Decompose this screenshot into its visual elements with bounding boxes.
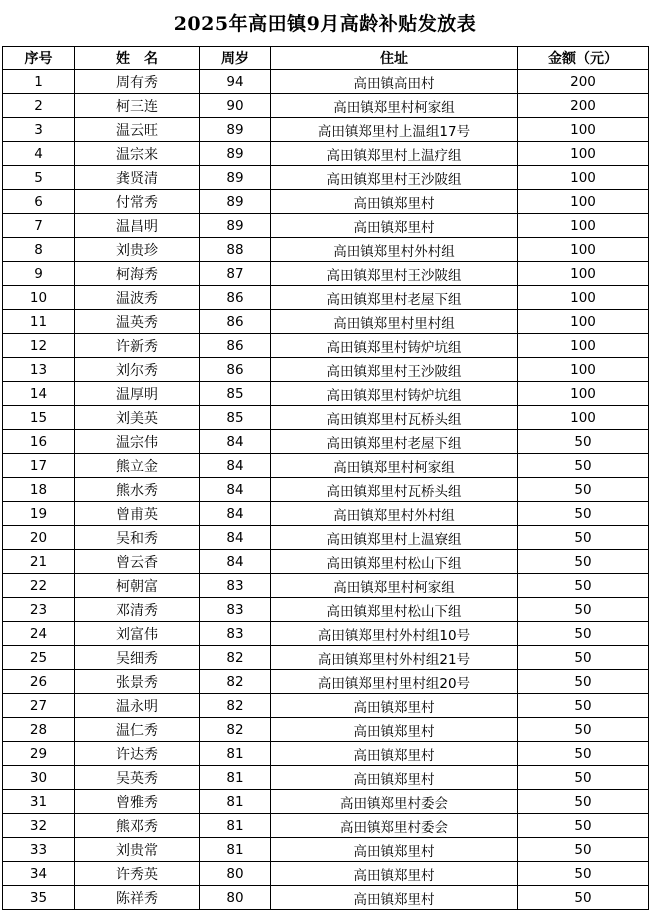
cell-address: 高田镇郑里村铸炉坑组 (271, 334, 518, 358)
cell-index: 19 (3, 502, 75, 526)
cell-index: 24 (3, 622, 75, 646)
cell-age: 81 (200, 838, 271, 862)
cell-age: 89 (200, 166, 271, 190)
cell-amount: 50 (518, 454, 649, 478)
column-header-amount: 金额（元） (518, 47, 649, 70)
table-row (3, 646, 649, 670)
cell-name: 周有秀 (75, 70, 200, 94)
table-row (3, 838, 649, 862)
cell-amount: 50 (518, 502, 649, 526)
table-row (3, 886, 649, 910)
cell-name: 温仁秀 (75, 718, 200, 742)
cell-index: 26 (3, 670, 75, 694)
cell-name: 温永明 (75, 694, 200, 718)
cell-address: 高田镇郑里村 (271, 838, 518, 862)
cell-age: 89 (200, 118, 271, 142)
cell-index: 29 (3, 742, 75, 766)
cell-name: 陈祥秀 (75, 886, 200, 910)
cell-address: 高田镇郑里村里村组 (271, 310, 518, 334)
cell-name: 熊水秀 (75, 478, 200, 502)
cell-amount: 100 (518, 286, 649, 310)
cell-age: 81 (200, 814, 271, 838)
cell-age: 89 (200, 190, 271, 214)
cell-age: 87 (200, 262, 271, 286)
cell-index: 3 (3, 118, 75, 142)
cell-name: 吴英秀 (75, 766, 200, 790)
cell-age: 84 (200, 526, 271, 550)
table-row (3, 814, 649, 838)
table-row (3, 94, 649, 118)
column-header-age: 周岁 (200, 47, 271, 70)
cell-amount: 50 (518, 886, 649, 910)
cell-amount: 50 (518, 694, 649, 718)
cell-index: 25 (3, 646, 75, 670)
cell-age: 94 (200, 70, 271, 94)
cell-name: 柯朝富 (75, 574, 200, 598)
cell-name: 曾云香 (75, 550, 200, 574)
table-row (3, 118, 649, 142)
cell-amount: 100 (518, 358, 649, 382)
cell-name: 温昌明 (75, 214, 200, 238)
table-row (3, 358, 649, 382)
cell-name: 温波秀 (75, 286, 200, 310)
cell-amount: 50 (518, 478, 649, 502)
cell-address: 高田镇郑里村铸炉坑组 (271, 382, 518, 406)
cell-name: 温云旺 (75, 118, 200, 142)
cell-amount: 100 (518, 334, 649, 358)
table-row (3, 526, 649, 550)
table-row (3, 742, 649, 766)
cell-name: 许新秀 (75, 334, 200, 358)
cell-amount: 50 (518, 838, 649, 862)
cell-amount: 100 (518, 238, 649, 262)
table-row (3, 190, 649, 214)
cell-name: 吴和秀 (75, 526, 200, 550)
cell-amount: 100 (518, 310, 649, 334)
table-row (3, 862, 649, 886)
cell-index: 4 (3, 142, 75, 166)
cell-amount: 50 (518, 550, 649, 574)
cell-age: 85 (200, 406, 271, 430)
cell-name: 龚贤清 (75, 166, 200, 190)
table-body (3, 70, 649, 910)
cell-name: 刘美英 (75, 406, 200, 430)
cell-age: 88 (200, 238, 271, 262)
cell-address: 高田镇郑里村 (271, 742, 518, 766)
cell-amount: 100 (518, 382, 649, 406)
cell-age: 82 (200, 670, 271, 694)
table-row (3, 238, 649, 262)
cell-amount: 200 (518, 94, 649, 118)
table-row (3, 214, 649, 238)
table-row (3, 670, 649, 694)
cell-index: 33 (3, 838, 75, 862)
cell-amount: 50 (518, 814, 649, 838)
cell-name: 曾雅秀 (75, 790, 200, 814)
column-header-name: 姓 名 (75, 47, 200, 70)
cell-address: 高田镇郑里村 (271, 214, 518, 238)
cell-name: 温宗伟 (75, 430, 200, 454)
table-row (3, 70, 649, 94)
cell-age: 84 (200, 550, 271, 574)
cell-address: 高田镇郑里村委会 (271, 790, 518, 814)
cell-address: 高田镇郑里村王沙陂组 (271, 358, 518, 382)
cell-index: 6 (3, 190, 75, 214)
cell-age: 85 (200, 382, 271, 406)
table-header-row (3, 47, 649, 70)
cell-address: 高田镇郑里村瓦桥头组 (271, 406, 518, 430)
cell-index: 11 (3, 310, 75, 334)
cell-age: 81 (200, 742, 271, 766)
cell-amount: 100 (518, 406, 649, 430)
cell-index: 18 (3, 478, 75, 502)
cell-index: 31 (3, 790, 75, 814)
cell-age: 89 (200, 142, 271, 166)
cell-amount: 50 (518, 598, 649, 622)
table-row (3, 622, 649, 646)
cell-address: 高田镇郑里村 (271, 862, 518, 886)
cell-index: 17 (3, 454, 75, 478)
cell-index: 22 (3, 574, 75, 598)
cell-amount: 100 (518, 166, 649, 190)
cell-name: 熊立金 (75, 454, 200, 478)
cell-amount: 50 (518, 718, 649, 742)
cell-age: 83 (200, 598, 271, 622)
cell-address: 高田镇郑里村松山下组 (271, 550, 518, 574)
cell-amount: 50 (518, 622, 649, 646)
cell-age: 80 (200, 886, 271, 910)
cell-address: 高田镇郑里村上温疗组 (271, 142, 518, 166)
table-row (3, 718, 649, 742)
cell-name: 柯三连 (75, 94, 200, 118)
cell-address: 高田镇郑里村外村组 (271, 502, 518, 526)
cell-address: 高田镇郑里村王沙陂组 (271, 166, 518, 190)
cell-amount: 50 (518, 430, 649, 454)
table-row (3, 694, 649, 718)
cell-address: 高田镇郑里村 (271, 718, 518, 742)
table-row (3, 262, 649, 286)
table-row (3, 766, 649, 790)
cell-address: 高田镇郑里村王沙陂组 (271, 262, 518, 286)
table-row (3, 406, 649, 430)
cell-age: 80 (200, 862, 271, 886)
cell-age: 84 (200, 478, 271, 502)
cell-index: 27 (3, 694, 75, 718)
cell-address: 高田镇郑里村上温组17号 (271, 118, 518, 142)
cell-index: 35 (3, 886, 75, 910)
cell-address: 高田镇郑里村 (271, 766, 518, 790)
cell-index: 10 (3, 286, 75, 310)
cell-index: 32 (3, 814, 75, 838)
cell-index: 5 (3, 166, 75, 190)
cell-index: 9 (3, 262, 75, 286)
cell-amount: 100 (518, 214, 649, 238)
cell-index: 23 (3, 598, 75, 622)
cell-index: 15 (3, 406, 75, 430)
cell-name: 吴细秀 (75, 646, 200, 670)
cell-amount: 50 (518, 670, 649, 694)
cell-age: 83 (200, 574, 271, 598)
cell-name: 刘富伟 (75, 622, 200, 646)
cell-index: 12 (3, 334, 75, 358)
cell-address: 高田镇郑里村上温寮组 (271, 526, 518, 550)
cell-address: 高田镇郑里村 (271, 190, 518, 214)
cell-index: 13 (3, 358, 75, 382)
cell-name: 曾甫英 (75, 502, 200, 526)
cell-name: 邓清秀 (75, 598, 200, 622)
cell-name: 柯海秀 (75, 262, 200, 286)
cell-address: 高田镇郑里村柯家组 (271, 94, 518, 118)
table-row (3, 478, 649, 502)
cell-address: 高田镇郑里村 (271, 886, 518, 910)
cell-address: 高田镇郑里村里村组20号 (271, 670, 518, 694)
cell-name: 温英秀 (75, 310, 200, 334)
cell-index: 14 (3, 382, 75, 406)
table-row (3, 430, 649, 454)
table-row (3, 790, 649, 814)
cell-index: 28 (3, 718, 75, 742)
cell-name: 许达秀 (75, 742, 200, 766)
cell-amount: 50 (518, 574, 649, 598)
cell-age: 82 (200, 646, 271, 670)
cell-name: 许秀英 (75, 862, 200, 886)
table-row (3, 550, 649, 574)
page-title: 2025年高田镇9月高龄补贴发放表 (173, 13, 477, 35)
cell-age: 84 (200, 454, 271, 478)
cell-index: 8 (3, 238, 75, 262)
cell-amount: 100 (518, 118, 649, 142)
cell-age: 86 (200, 310, 271, 334)
table-row (3, 286, 649, 310)
cell-index: 20 (3, 526, 75, 550)
table-row (3, 454, 649, 478)
table-row (3, 382, 649, 406)
table-row (3, 502, 649, 526)
table-row (3, 334, 649, 358)
cell-age: 82 (200, 694, 271, 718)
table-row (3, 574, 649, 598)
cell-age: 84 (200, 430, 271, 454)
cell-amount: 50 (518, 646, 649, 670)
cell-amount: 50 (518, 526, 649, 550)
cell-amount: 100 (518, 190, 649, 214)
cell-name: 温宗来 (75, 142, 200, 166)
table-row (3, 598, 649, 622)
cell-amount: 50 (518, 790, 649, 814)
cell-address: 高田镇郑里村瓦桥头组 (271, 478, 518, 502)
cell-index: 34 (3, 862, 75, 886)
cell-age: 83 (200, 622, 271, 646)
cell-age: 82 (200, 718, 271, 742)
cell-name: 刘贵常 (75, 838, 200, 862)
cell-address: 高田镇郑里村外村组10号 (271, 622, 518, 646)
cell-amount: 50 (518, 862, 649, 886)
cell-address: 高田镇郑里村松山下组 (271, 598, 518, 622)
cell-amount: 100 (518, 142, 649, 166)
cell-name: 张景秀 (75, 670, 200, 694)
cell-address: 高田镇郑里村外村组 (271, 238, 518, 262)
cell-age: 81 (200, 766, 271, 790)
cell-address: 高田镇郑里村柯家组 (271, 454, 518, 478)
cell-address: 高田镇郑里村外村组21号 (271, 646, 518, 670)
cell-address: 高田镇郑里村老屋下组 (271, 430, 518, 454)
cell-amount: 50 (518, 742, 649, 766)
cell-address: 高田镇郑里村委会 (271, 814, 518, 838)
cell-name: 刘贵珍 (75, 238, 200, 262)
cell-index: 1 (3, 70, 75, 94)
cell-address: 高田镇高田村 (271, 70, 518, 94)
cell-age: 90 (200, 94, 271, 118)
table-row (3, 142, 649, 166)
cell-index: 2 (3, 94, 75, 118)
cell-index: 7 (3, 214, 75, 238)
table-row (3, 166, 649, 190)
cell-age: 89 (200, 214, 271, 238)
cell-name: 温厚明 (75, 382, 200, 406)
cell-amount: 200 (518, 70, 649, 94)
cell-index: 16 (3, 430, 75, 454)
cell-address: 高田镇郑里村老屋下组 (271, 286, 518, 310)
cell-age: 86 (200, 286, 271, 310)
cell-age: 84 (200, 502, 271, 526)
table-row (3, 310, 649, 334)
cell-name: 刘尔秀 (75, 358, 200, 382)
cell-index: 30 (3, 766, 75, 790)
cell-amount: 100 (518, 262, 649, 286)
cell-address: 高田镇郑里村柯家组 (271, 574, 518, 598)
column-header-address: 住址 (271, 47, 518, 70)
cell-age: 86 (200, 358, 271, 382)
subsidy-table (2, 46, 649, 910)
cell-index: 21 (3, 550, 75, 574)
column-header-index: 序号 (3, 47, 75, 70)
cell-address: 高田镇郑里村 (271, 694, 518, 718)
cell-name: 熊邓秀 (75, 814, 200, 838)
cell-name: 付常秀 (75, 190, 200, 214)
cell-age: 86 (200, 334, 271, 358)
cell-age: 81 (200, 790, 271, 814)
cell-amount: 50 (518, 766, 649, 790)
